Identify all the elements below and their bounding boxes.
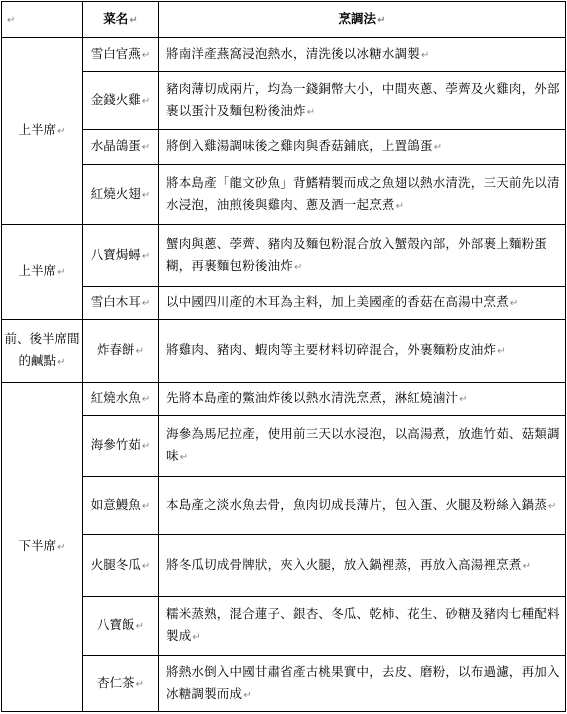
- paragraph-mark-icon: ↵: [57, 126, 66, 137]
- paragraph-mark-icon: ↵: [497, 346, 506, 357]
- dish-name: 火腿冬瓜: [90, 556, 141, 572]
- method-text: 豬肉薄切成兩片，均為一錢銅幣大小，中間夾蔥、荸薺及火雞肉，外部裹以蛋汁及麵包粉後油炸: [166, 80, 560, 118]
- paragraph-mark-icon: ↵: [509, 298, 519, 309]
- method-text: 本島產之淡水魚去骨，魚肉切成長薄片，包入蛋、火腿及粉絲入鍋蒸: [166, 496, 548, 512]
- header-dish: [83, 2, 159, 38]
- table-row: [2, 165, 566, 225]
- paragraph-mark-icon: ↵: [192, 632, 201, 643]
- paragraph-mark-icon: ↵: [141, 189, 151, 201]
- method-text: 蟹肉與蔥、荸薺、豬肉及麵包粉混合放入蟹殼內部，外部裹上麵粉蛋糊，再裹麵包粉後油炸: [166, 235, 548, 273]
- dish-name: 八寶飯: [97, 617, 135, 632]
- menu-table: [1, 1, 566, 712]
- table-row: [2, 416, 566, 477]
- table-row: [2, 320, 566, 383]
- method-cell: [159, 320, 566, 383]
- method-text: 以中國四川產的木耳為主料，加上美國產的香菇在高湯中烹煮: [166, 294, 509, 309]
- dish-cell: [83, 320, 159, 383]
- method-cell: [159, 535, 566, 597]
- dish-name: 如意鰻魚: [90, 496, 141, 512]
- method-cell: [159, 477, 566, 535]
- method-text: 將南洋產燕窩浸泡熱水，清洗後以冰糖水調製: [166, 45, 421, 61]
- method-cell: [159, 597, 566, 656]
- dish-name: 海參竹茹: [90, 437, 141, 452]
- paragraph-mark-icon: ↵: [395, 200, 405, 212]
- paragraph-mark-icon: ↵: [57, 542, 66, 553]
- method-text: 將倒入雞湯調味後之雞肉與香菇鋪底，上置鴿蛋: [166, 138, 433, 153]
- paragraph-mark-icon: ↵: [243, 689, 252, 701]
- dish-cell: [83, 416, 159, 477]
- paragraph-mark-icon: ↵: [141, 441, 151, 452]
- table-row: [2, 130, 566, 165]
- paragraph-mark-icon: ↵: [141, 394, 151, 405]
- paragraph-mark-icon: ↵: [129, 14, 138, 26]
- dish-cell: [83, 165, 159, 225]
- section-label: 上半席: [18, 263, 57, 278]
- table-row: [2, 656, 566, 712]
- method-text: 將本島產「龍文砂魚」背鰭精製而成之魚翅以熱水清洗，三天前先以清水浸泡，油煎後與雞肉、蔥及酒一起烹煮: [166, 174, 560, 212]
- method-cell: [159, 225, 566, 287]
- header-method: [159, 2, 566, 38]
- table-row: [2, 72, 566, 130]
- paragraph-mark-icon: ↵: [141, 142, 151, 153]
- dish-name: 杏仁茶: [97, 674, 135, 690]
- paragraph-mark-icon: ↵: [57, 357, 66, 368]
- paragraph-mark-icon: ↵: [7, 14, 16, 26]
- dish-name: 炸春餅: [97, 342, 135, 357]
- method-cell: [159, 38, 566, 72]
- dish-cell: [83, 535, 159, 597]
- paragraph-mark-icon: ↵: [141, 95, 151, 107]
- table-row: [2, 287, 566, 320]
- method-cell: [159, 165, 566, 225]
- dish-name: 雪白官燕: [90, 45, 141, 61]
- method-text: 海參為馬尼拉產，使用前三天以水浸泡，以高湯煮，放進竹茹、菇類調味: [166, 426, 560, 463]
- method-cell: [159, 383, 566, 416]
- paragraph-mark-icon: ↵: [294, 261, 303, 273]
- table-row: [2, 535, 566, 597]
- method-cell: [159, 416, 566, 477]
- dish-cell: [83, 38, 159, 72]
- paragraph-mark-icon: ↵: [141, 560, 151, 572]
- section-cell: [2, 38, 83, 225]
- paragraph-mark-icon: ↵: [421, 49, 430, 61]
- dish-name: 水晶鴿蛋: [90, 138, 141, 153]
- table-row: [2, 38, 566, 72]
- paragraph-mark-icon: ↵: [459, 394, 468, 405]
- dish-cell: [83, 72, 159, 130]
- method-text: 將冬瓜切成骨牌狀，夾入火腿，放入鍋裡蒸，再放入高湯裡烹煮: [166, 556, 522, 572]
- section-cell: [2, 320, 83, 383]
- paragraph-mark-icon: ↵: [141, 49, 151, 61]
- dish-name: 金錢火雞: [90, 91, 141, 107]
- dish-cell: [83, 656, 159, 712]
- paragraph-mark-icon: ↵: [57, 267, 66, 278]
- paragraph-mark-icon: ↵: [141, 500, 151, 512]
- dish-cell: [83, 597, 159, 656]
- method-cell: [159, 287, 566, 320]
- paragraph-mark-icon: ↵: [377, 14, 386, 26]
- method-text: 糯米蒸熟，混合蓮子、銀杏、冬瓜、乾柿、花生、砂糖及豬肉七種配料製成: [166, 606, 560, 643]
- dish-cell: [83, 225, 159, 287]
- method-text: 將雞肉、豬肉、蝦肉等主要材料切碎混合，外裹麵粉皮油炸: [166, 342, 497, 357]
- dish-cell: [83, 287, 159, 320]
- section-cell: [2, 383, 83, 712]
- method-cell: [159, 72, 566, 130]
- dish-name: 紅燒水魚: [90, 390, 141, 405]
- header-dish-label: 菜名: [103, 10, 129, 26]
- dish-name: 紅燒火翅: [90, 185, 141, 201]
- table-row: [2, 477, 566, 535]
- paragraph-mark-icon: ↵: [548, 500, 557, 512]
- section-label: 前、後半席間的鹹點: [4, 331, 80, 368]
- dish-cell: [83, 383, 159, 416]
- paragraph-mark-icon: ↵: [179, 452, 189, 463]
- header-row: [2, 2, 566, 38]
- header-method-label: 烹調法: [338, 10, 377, 26]
- paragraph-mark-icon: ↵: [433, 142, 443, 153]
- paragraph-mark-icon: ↵: [141, 298, 151, 309]
- paragraph-mark-icon: ↵: [141, 250, 151, 262]
- paragraph-mark-icon: ↵: [135, 678, 144, 690]
- paragraph-mark-icon: ↵: [306, 106, 316, 118]
- section-cell: [2, 225, 83, 320]
- dish-name: 八寶焗蟳: [90, 246, 141, 262]
- dish-cell: [83, 130, 159, 165]
- method-cell: [159, 656, 566, 712]
- section-label: 上半席: [18, 122, 57, 137]
- header-corner-cell: [2, 2, 83, 38]
- paragraph-mark-icon: ↵: [135, 346, 144, 357]
- method-cell: [159, 130, 566, 165]
- method-text: 先將本島產的鱉油炸後以熱水清洗烹煮，淋紅燒滷汁: [166, 390, 459, 405]
- method-text: 將熱水倒入中國甘肅省產古桃果實中，去皮、磨粉，以布過濾，再加入冰糖調製而成: [166, 663, 560, 701]
- paragraph-mark-icon: ↵: [522, 560, 532, 572]
- dish-name: 雪白木耳: [90, 294, 141, 309]
- dish-cell: [83, 477, 159, 535]
- section-label: 下半席: [18, 538, 57, 553]
- table-row: [2, 383, 566, 416]
- table-row: [2, 597, 566, 656]
- paragraph-mark-icon: ↵: [135, 621, 144, 632]
- table-row: [2, 225, 566, 287]
